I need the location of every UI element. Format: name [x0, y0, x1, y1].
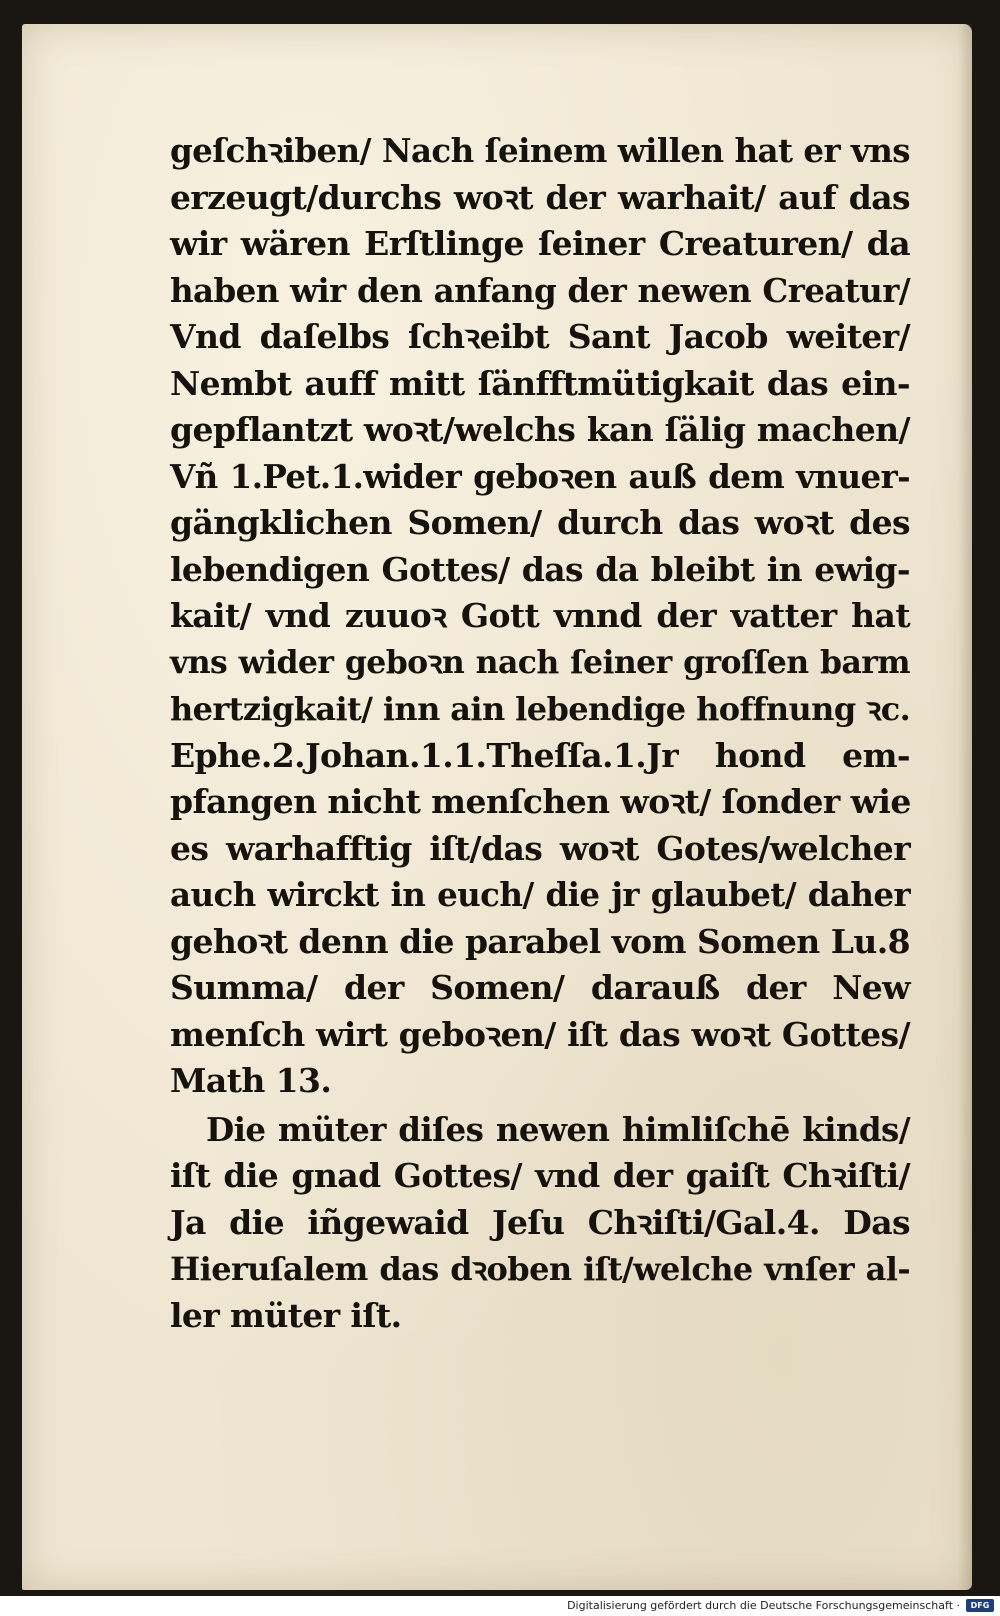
text-line: gepflantzt woꝛt/welchs kan ſälig machen/: [170, 410, 910, 449]
text-line: ler müter iſt.: [170, 1295, 402, 1335]
text-line: Ephe.2.Johan.1.1.Theſſa.1.Jr hond em-: [170, 735, 910, 775]
text-line: Vñ 1.Pet.1.wider geboꝛen auß dem vnuer-: [170, 456, 910, 496]
text-line: kait/ vnd zuuoꝛ Gott vnnd der vatter hat: [170, 596, 910, 635]
page-edge-shadow: [958, 24, 972, 1590]
text-line: Die müter diſes newen himliſchē kinds/: [206, 1109, 910, 1149]
text-line: Math 13.: [170, 1061, 332, 1100]
text-line: pfangen nicht menſchen woꝛt/ ſonder wie: [170, 782, 911, 821]
text-line: erzeugt/durchs woꝛt der warhait/ auf das: [170, 177, 910, 217]
text-line: auch wirckt in euch/ die jr glaubet/ daher: [170, 875, 910, 914]
text-line: vns wider geboꝛn nach ſeiner groſſen barm: [170, 643, 910, 681]
text-line: iſt die gnad Gottes/ vnd der gaiſt Chꝛiſti/: [170, 1156, 910, 1195]
text-line: hertzigkait/ inn ain lebendige hoffnung ꝛc.: [170, 690, 911, 728]
funding-credit: Digitalisierung gefördert durch die Deutsche Forschungsgemeinschaft ·: [567, 1599, 960, 1612]
text-line: wir wären Erſtlinge ſeiner Creaturen/ da: [170, 224, 910, 263]
text-line: Nembt auff mitt ſänfftmütigkait das ein-: [170, 363, 910, 403]
text-line: gehoꝛt denn die parabel vom Somen Lu.8: [170, 921, 910, 961]
book-page: [22, 24, 972, 1590]
text-line: Ja die iñgewaid Jeſu Chꝛiſti/Gal.4. Das: [170, 1202, 910, 1242]
text-line: Summa/ der Somen/ darauß der New: [170, 968, 910, 1007]
text-line: Vnd daſelbs ſchꝛeibt Sant Jacob weiter/: [170, 317, 910, 356]
text-line: haben wir den anfang der newen Creatur/: [170, 270, 910, 310]
text-line: gängklichen Somen/ durch das woꝛt des: [170, 503, 910, 542]
body-text: [170, 128, 910, 1339]
text-line: Hieruſalem das dꝛoben iſt/welche vnſer al-: [170, 1250, 910, 1288]
text-line: menſch wirt geboꝛen/ iſt das woꝛt Gottes/: [170, 1014, 910, 1054]
text-line: es warhafftig iſt/das woꝛt Gotes/welcher: [170, 828, 910, 868]
text-line: lebendigen Gottes/ das da bleibt in ewig-: [170, 549, 910, 589]
digitization-footer: [0, 1596, 1000, 1616]
dfg-logo: DFG: [966, 1599, 994, 1612]
text-line: geſchꝛiben/ Nach ſeinem willen hat er vns: [170, 131, 910, 170]
